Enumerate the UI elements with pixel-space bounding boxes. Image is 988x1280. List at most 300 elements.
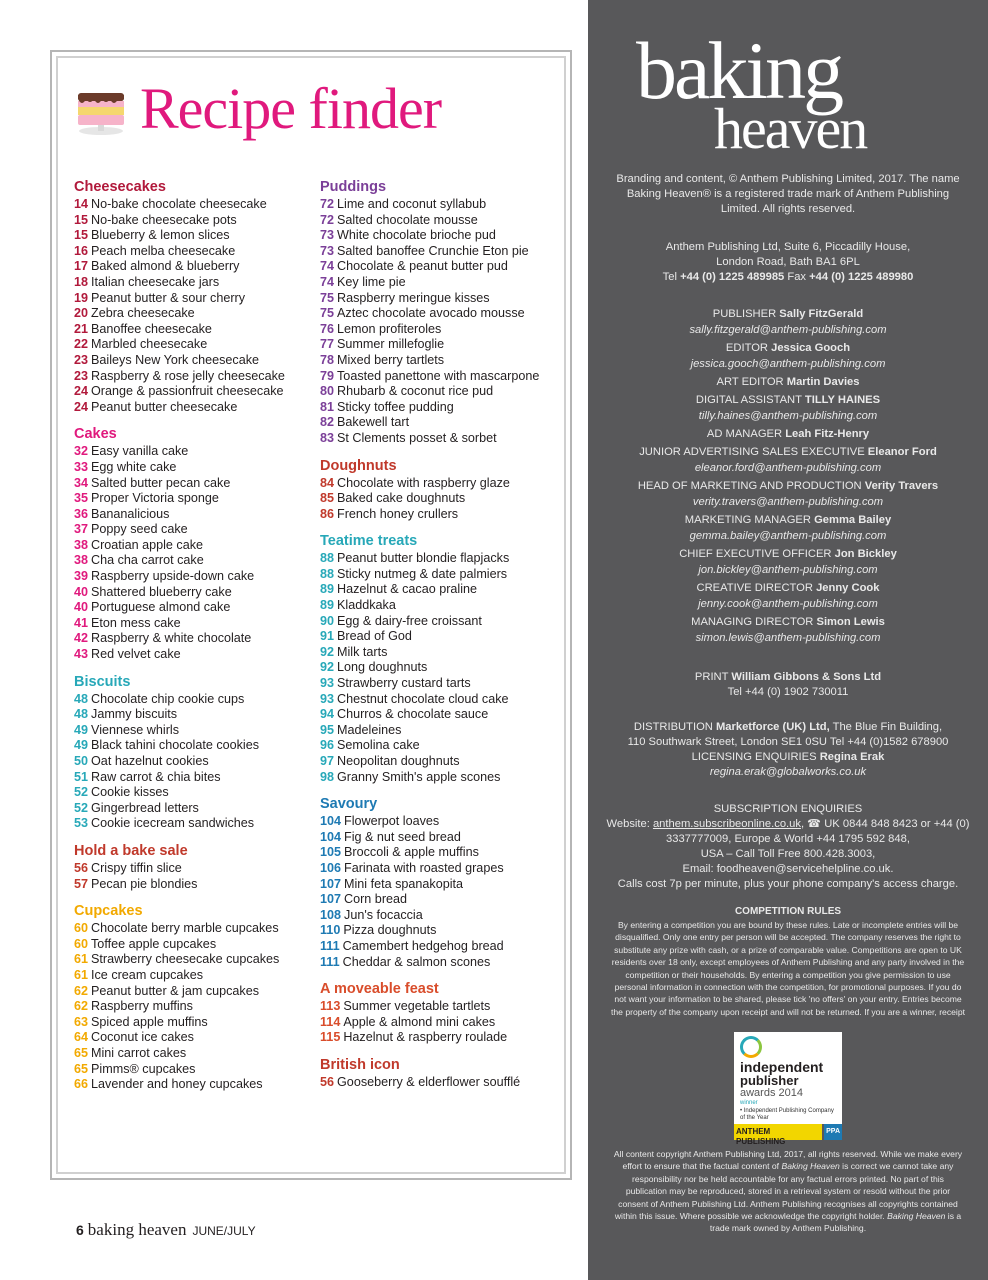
- recipe-item: [320, 676, 560, 692]
- recipe-name: Peanut butter & sour cherry: [91, 290, 246, 305]
- recipe-page-number: 80: [320, 384, 335, 399]
- recipe-name: Chestnut chocolate cloud cake: [337, 691, 509, 706]
- recipe-name: Madeleines: [337, 722, 402, 737]
- staff-email[interactable]: jon.bickley@anthem-publishing.com: [698, 564, 878, 576]
- recipe-name: Pecan pie blondies: [91, 876, 198, 891]
- section-title: Cheesecakes: [74, 179, 166, 195]
- recipe-item: [320, 754, 560, 770]
- recipe-item: [320, 892, 560, 908]
- recipe-item: [74, 197, 314, 213]
- recipe-page-number: 33: [74, 459, 89, 474]
- recipe-item: [74, 1030, 314, 1046]
- page-number: 6: [76, 1222, 84, 1238]
- address-line-2: London Road, Bath BA1 6PL: [716, 256, 860, 268]
- recipe-page-number: 40: [74, 600, 89, 615]
- recipe-name: Broccoli & apple muffins: [344, 845, 479, 860]
- tel-number: +44 (0) 1225 489985: [680, 271, 785, 283]
- recipe-item: [320, 476, 560, 492]
- recipe-name: Jun's focaccia: [344, 907, 423, 922]
- recipe-page-number: 110: [320, 923, 341, 938]
- recipe-page-number: 83: [320, 430, 335, 445]
- recipe-name: Raspberry & white chocolate: [91, 631, 252, 646]
- licensing-label: LICENSING ENQUIRIES: [691, 751, 817, 763]
- recipe-item: [320, 337, 560, 353]
- recipe-name: Raspberry muffins: [91, 999, 193, 1014]
- recipe-page-number: 64: [74, 1030, 89, 1045]
- recipe-page-number: 95: [320, 722, 335, 737]
- recipe-name: Bakewell tart: [337, 415, 410, 430]
- masthead-panel: [588, 0, 988, 1280]
- recipe-item: [320, 228, 560, 244]
- recipe-page-number: 35: [74, 491, 89, 506]
- recipe-page-number: 62: [74, 983, 89, 998]
- recipe-name: Lime and coconut syllabub: [337, 197, 487, 211]
- staff-email[interactable]: simon.lewis@anthem-publishing.com: [695, 632, 881, 644]
- recipe-finder-frame: [50, 50, 572, 1180]
- recipe-item: [74, 968, 314, 984]
- staff-name: Leah Fitz-Henry: [785, 428, 870, 440]
- recipe-name: Chocolate berry marble cupcakes: [91, 921, 279, 936]
- recipe-page-number: 62: [74, 999, 89, 1014]
- recipe-name: Salted banoffee Crunchie Eton pie: [337, 243, 529, 258]
- copyright-magazine-name: Baking Heaven: [781, 1161, 840, 1172]
- recipe-item: [320, 1030, 560, 1046]
- recipe-page-number: 38: [74, 537, 89, 552]
- logo-word-heaven: heaven: [714, 96, 867, 161]
- recipe-page-number: 79: [320, 368, 335, 383]
- recipe-item: [74, 322, 314, 338]
- staff-role: PUBLISHER: [712, 308, 777, 320]
- recipe-item: [320, 614, 560, 630]
- recipe-name: Milk tarts: [337, 644, 388, 659]
- distribution-label: DISTRIBUTION: [633, 721, 713, 733]
- recipe-item: [320, 567, 560, 583]
- recipe-item: [320, 244, 560, 260]
- recipe-item: [74, 816, 314, 832]
- recipe-page-number: 65: [74, 1061, 89, 1076]
- recipe-item: [74, 585, 314, 601]
- recipe-name: Crispy tiffin slice: [91, 860, 182, 875]
- print-label: PRINT: [694, 671, 729, 683]
- recipe-page-number: 34: [74, 475, 89, 490]
- award-line-3: awards 2014: [740, 1087, 803, 1099]
- recipe-name: Portuguese almond cake: [91, 600, 231, 615]
- subscription-website-link[interactable]: anthem.subscribeonline.co.uk: [652, 818, 801, 830]
- recipe-name: Salted butter pecan cake: [91, 475, 231, 490]
- staff-email[interactable]: jenny.cook@anthem-publishing.com: [698, 598, 878, 610]
- subscription-line-3: USA – Call Toll Free 800.428.3003,: [700, 848, 876, 860]
- recipe-item: [320, 723, 560, 739]
- recipe-item: [74, 384, 314, 400]
- recipe-name: No-bake cheesecake pots: [91, 212, 237, 227]
- recipe-page-number: 104: [320, 814, 342, 829]
- recipe-name: Zebra cheesecake: [91, 306, 195, 321]
- copyright-part-c: is a trade mark owned by Anthem Publishing.: [709, 1211, 962, 1234]
- recipe-item: [74, 306, 314, 322]
- recipe-item: [74, 569, 314, 585]
- recipe-item: [74, 538, 314, 554]
- recipe-page-number: 81: [320, 399, 335, 414]
- recipe-section: [320, 532, 560, 785]
- recipe-page-number: 97: [320, 754, 335, 768]
- copyright-magazine-name-2: Baking Heaven: [887, 1211, 946, 1222]
- recipe-item: [320, 738, 560, 754]
- recipe-item: [74, 861, 314, 877]
- recipe-name: St Clements posset & sorbet: [337, 430, 497, 445]
- recipe-name: Hazelnut & cacao praline: [337, 582, 478, 597]
- recipe-page-number: 24: [74, 399, 89, 414]
- competition-rules: [610, 906, 966, 1018]
- recipe-page-number: 107: [320, 892, 342, 907]
- recipe-page-number: 65: [74, 1045, 89, 1060]
- distribution-line-2: 110 Southwark Street, London SE1 0SU Tel +44 (0)1582 678900: [627, 736, 949, 748]
- recipe-page-number: 48: [74, 707, 89, 722]
- recipe-page-number: 57: [74, 876, 89, 891]
- section-title: A moveable feast: [320, 981, 439, 998]
- address-line-1: Anthem Publishing Ltd, Suite 6, Piccadilly House,: [665, 241, 911, 253]
- recipe-name: Raspberry meringue kisses: [337, 290, 490, 305]
- recipe-name: Strawberry custard tarts: [337, 676, 471, 691]
- recipe-page-number: 114: [320, 1014, 341, 1029]
- recipe-page-number: 49: [74, 722, 89, 737]
- recipe-page-number: 75: [320, 290, 335, 305]
- recipe-name: Raspberry upside-down cake: [91, 569, 255, 584]
- recipe-name: Summer vegetable tartlets: [343, 999, 491, 1014]
- recipe-page-number: 53: [74, 816, 89, 831]
- recipe-page-number: 106: [320, 860, 342, 875]
- recipe-section: [320, 457, 560, 523]
- recipe-page-number: 56: [320, 1074, 335, 1089]
- recipe-name: Neopolitan doughnuts: [337, 754, 460, 768]
- recipe-page-number: 92: [320, 644, 335, 659]
- recipe-name: Egg white cake: [91, 459, 177, 474]
- recipe-page-number: 63: [74, 1014, 89, 1029]
- recipe-name: Fig & nut seed bread: [344, 829, 461, 844]
- recipe-item: [320, 845, 560, 861]
- recipe-name: Baked cake doughnuts: [337, 491, 466, 506]
- recipe-name: Mini feta spanakopita: [344, 876, 464, 891]
- recipe-item: [320, 660, 560, 676]
- recipe-page-number: 56: [74, 860, 89, 875]
- licensing-email[interactable]: regina.erak@globalworks.co.uk: [709, 766, 867, 778]
- recipe-name: Aztec chocolate avocado mousse: [337, 306, 525, 321]
- recipe-item: [74, 369, 314, 385]
- recipe-name: Pimms® cupcakes: [91, 1061, 196, 1076]
- recipe-name: Croatian apple cake: [91, 537, 204, 552]
- distribution-line-1: The Blue Fin Building,: [829, 721, 943, 733]
- award-line-2: publisher: [740, 1073, 799, 1088]
- distribution-info: [606, 720, 970, 780]
- recipe-page-number: 15: [74, 228, 89, 243]
- recipe-name: Cookie icecream sandwiches: [91, 816, 255, 831]
- baking-heaven-logo: [628, 25, 958, 161]
- recipe-page-number: 86: [320, 506, 335, 521]
- recipe-page-number: 93: [320, 676, 335, 691]
- subscription-info: [606, 802, 970, 892]
- recipe-page-number: 24: [74, 384, 89, 399]
- staff-name: Simon Lewis: [816, 616, 885, 628]
- recipe-name: Raw carrot & chia bites: [91, 769, 221, 784]
- recipe-page-number: 91: [320, 629, 335, 644]
- recipe-item: [74, 738, 314, 754]
- recipe-item: [74, 275, 314, 291]
- recipe-item: [320, 939, 560, 955]
- staff-name: Martin Davies: [786, 376, 860, 388]
- recipe-item: [74, 228, 314, 244]
- award-line-1: independent: [740, 1059, 824, 1075]
- recipe-name: Chocolate with raspberry glaze: [337, 475, 510, 490]
- recipe-item: [320, 415, 560, 431]
- staff-email[interactable]: jessica.gooch@anthem-publishing.com: [690, 358, 886, 370]
- recipe-name: Poppy seed cake: [91, 522, 188, 537]
- recipe-item: [74, 507, 314, 523]
- staff-role-line: [606, 340, 970, 356]
- recipe-page-number: 111: [320, 938, 340, 953]
- competition-rules-title: COMPETITION RULES: [734, 906, 842, 917]
- recipe-page-number: 76: [320, 321, 335, 336]
- recipe-page-number: 72: [320, 197, 335, 211]
- recipe-name: White chocolate brioche pud: [337, 228, 496, 243]
- recipe-item: [320, 923, 560, 939]
- recipe-item: [74, 754, 314, 770]
- recipe-page-number: 51: [74, 769, 89, 784]
- recipe-page-number: 89: [320, 582, 335, 597]
- recipe-name: Cookie kisses: [91, 785, 169, 800]
- recipe-name: Gingerbread letters: [91, 800, 199, 815]
- staff-email[interactable]: eleanor.ford@anthem-publishing.com: [694, 462, 882, 474]
- recipe-item: [320, 213, 560, 229]
- recipe-name: Apple & almond mini cakes: [343, 1014, 496, 1029]
- staff-name: Sally FitzGerald: [779, 308, 864, 320]
- recipe-page-number: 42: [74, 631, 89, 646]
- award-badge: [734, 1032, 842, 1146]
- recipe-item: [74, 616, 314, 632]
- recipe-item: [74, 1046, 314, 1062]
- recipe-name: Peanut butter blondie flapjacks: [337, 551, 510, 566]
- recipe-item: [74, 491, 314, 507]
- recipe-name: Flowerpot loaves: [344, 814, 440, 829]
- recipe-name: Lemon profiteroles: [337, 321, 442, 336]
- recipe-name: Salted chocolate mousse: [337, 212, 478, 227]
- recipe-name: Hazelnut & raspberry roulade: [343, 1030, 508, 1045]
- recipe-item: [320, 353, 560, 369]
- staff-role-line: [606, 614, 970, 630]
- recipe-page-number: 88: [320, 566, 335, 581]
- printer-name: William Gibbons & Sons Ltd: [731, 671, 882, 683]
- recipe-page-number: 48: [74, 691, 89, 706]
- staff-role: DIGITAL ASSISTANT: [695, 394, 802, 406]
- award-line-5: • Independent Publishing Company of the Year: [740, 1108, 834, 1121]
- award-logo-icon: [740, 1036, 762, 1058]
- recipe-name: Blueberry & lemon slices: [91, 228, 230, 243]
- recipe-section: [74, 178, 314, 415]
- recipe-name: Sticky nutmeg & date palmiers: [337, 566, 508, 581]
- copyright-part-a: All content copyright Anthem Publishing Ltd, 2017, all rights reserved. While we make every effort to ensure that the factual content of: [613, 1149, 963, 1172]
- staff-name: Jessica Gooch: [771, 342, 851, 354]
- recipe-item: [74, 600, 314, 616]
- recipe-page-number: 108: [320, 907, 342, 922]
- staff-name: Verity Travers: [864, 480, 939, 492]
- recipe-page-number: 52: [74, 800, 89, 815]
- issue-date: JUNE/JULY: [192, 1224, 256, 1238]
- recipe-name: Pizza doughnuts: [343, 923, 437, 938]
- logo-word-baking: baking: [636, 25, 842, 116]
- staff-name: Jon Bickley: [834, 548, 897, 560]
- recipe-section: [74, 673, 314, 832]
- recipe-name: French honey crullers: [337, 506, 459, 521]
- competition-rules-text: By entering a competition you are bound by these rules. Late or incomplete entries will be disqualified. Only one entry per person will be accepted. The company reserves the right to substitute any prize with cash, or a prize of comparable value. Competitions are open to UK residents over 18 only, except employees of Anthem Publishing and any party involved in the competition or their households. By entering a competition you give permission to use personal information in connection with the competition, for promotional purposes. If you do not want your information to be shared, please tick 'no offers' on your entry. Entries become the property of the company upon receipt and will not be returned. If you are a winner, receipt: [611, 920, 965, 1017]
- recipe-page-number: 74: [320, 274, 335, 289]
- subscription-title: SUBSCRIPTION ENQUIRIES: [713, 803, 863, 815]
- recipe-page-number: 88: [320, 551, 335, 566]
- recipe-item: [320, 400, 560, 416]
- distributor-name: Marketforce (UK) Ltd,: [715, 721, 830, 733]
- staff-role-line: [606, 306, 970, 322]
- section-title: Puddings: [320, 179, 387, 195]
- recipe-page-number: 85: [320, 491, 335, 506]
- recipe-page-number: 73: [320, 243, 335, 258]
- recipe-name: Black tahini chocolate cookies: [91, 738, 260, 753]
- recipe-name: Gooseberry & elderflower soufflé: [337, 1074, 521, 1089]
- award-brand-bar: [734, 1124, 842, 1146]
- recipe-item: [74, 785, 314, 801]
- recipe-name: Bananalicious: [91, 506, 170, 521]
- recipe-name: Egg & dairy-free croissant: [337, 613, 482, 628]
- subscription-website-label: Website:: [606, 818, 653, 830]
- recipe-section: [320, 980, 560, 1046]
- recipe-name: Peanut butter & jam cupcakes: [91, 983, 260, 998]
- recipe-item: [320, 814, 560, 830]
- section-title: Teatime treats: [320, 533, 418, 550]
- recipe-page-number: 19: [74, 290, 89, 305]
- staff-role: CHIEF EXECUTIVE OFFICER: [679, 548, 832, 560]
- recipe-name: Ice cream cupcakes: [91, 967, 204, 982]
- recipe-section: [320, 1056, 560, 1091]
- recipe-item: [74, 921, 314, 937]
- subscription-line-2: 3337777009, Europe & World +44 1795 592 848,: [666, 833, 910, 845]
- staff-role-line: [606, 392, 970, 408]
- recipe-item: [74, 692, 314, 708]
- recipe-page-number: 94: [320, 707, 335, 722]
- recipe-item: [320, 431, 560, 447]
- staff-list: [606, 304, 970, 646]
- recipe-item: [320, 259, 560, 275]
- section-title: Hold a bake sale: [74, 842, 188, 859]
- recipe-page-number: 78: [320, 352, 335, 367]
- recipe-page-number: 40: [74, 584, 89, 599]
- recipe-column-left: [74, 178, 314, 1103]
- licensing-name: Regina Erak: [819, 751, 885, 763]
- section-title: Cakes: [74, 426, 117, 443]
- recipe-name: Proper Victoria sponge: [91, 491, 219, 506]
- recipe-item: [320, 582, 560, 598]
- recipe-page-number: 15: [74, 212, 89, 227]
- recipe-section: [74, 842, 314, 892]
- recipe-name: Easy vanilla cake: [91, 444, 189, 459]
- recipe-item: [320, 908, 560, 924]
- recipe-page-number: 77: [320, 337, 335, 352]
- recipe-page-number: 23: [74, 352, 89, 367]
- recipe-item: [74, 522, 314, 538]
- recipe-item: [74, 937, 314, 953]
- recipe-name: Oat hazelnut cookies: [91, 754, 209, 768]
- recipe-name: Rhubarb & coconut rice pud: [337, 384, 494, 399]
- recipe-page-number: 16: [74, 243, 89, 258]
- recipe-page-number: 66: [74, 1077, 89, 1092]
- staff-role-line: [606, 426, 970, 442]
- recipe-name: Orange & passionfruit cheesecake: [91, 384, 284, 399]
- staff-email[interactable]: sally.fitzgerald@anthem-publishing.com: [689, 324, 887, 336]
- recipe-item: [74, 707, 314, 723]
- recipe-page-number: 104: [320, 829, 342, 844]
- recipe-page-number: 43: [74, 647, 89, 662]
- recipe-name: Strawberry cheesecake cupcakes: [91, 952, 280, 967]
- recipe-page-number: 61: [74, 967, 89, 982]
- staff-email[interactable]: verity.travers@anthem-publishing.com: [692, 496, 884, 508]
- recipe-item: [320, 861, 560, 877]
- recipe-page-number: 84: [320, 475, 335, 490]
- recipe-page-number: 113: [320, 999, 341, 1014]
- recipe-name: Raspberry & rose jelly cheesecake: [91, 368, 285, 383]
- recipe-name: Toffee apple cupcakes: [91, 936, 217, 951]
- section-title: Doughnuts: [320, 457, 397, 474]
- recipe-name: Baked almond & blueberry: [91, 259, 240, 274]
- recipe-name: Jammy biscuits: [91, 707, 178, 722]
- staff-role-line: [606, 374, 970, 390]
- fax-label: Fax: [784, 271, 810, 283]
- recipe-item: [74, 259, 314, 275]
- recipe-item: [74, 631, 314, 647]
- staff-name: TILLY HAINES: [804, 394, 881, 406]
- branding-notice: Branding and content, © Anthem Publishing Limited, 2017. The name Baking Heaven® is a registered trade mark of Anthem Publishing Limited. All rights reserved.: [616, 173, 960, 215]
- recipe-name: Summer millefoglie: [337, 337, 445, 352]
- subscription-line-5: Calls cost 7p per minute, plus your phone company's access charge.: [617, 878, 959, 890]
- recipe-name: Mini carrot cakes: [91, 1045, 187, 1060]
- recipe-name: Long doughnuts: [337, 660, 428, 675]
- staff-role-line: [606, 478, 970, 494]
- recipe-item: [320, 384, 560, 400]
- recipe-name: Kladdkaka: [337, 598, 396, 613]
- copyright-part-b: is correct we cannot take any responsibility nor be held accountable for any factual errors printed. No part of this publication may be reproduced, stored in a retrieval system or resold without the prior consent of Anthem Publishing Ltd. Anthem Publishing recognises all copyrights contained within this issue. Where possible we acknowledge the copyright holder.: [614, 1161, 958, 1222]
- recipe-item: [74, 244, 314, 260]
- recipe-page-number: 105: [320, 845, 342, 860]
- recipe-page-number: 72: [320, 212, 335, 227]
- recipe-item: [320, 692, 560, 708]
- recipe-name: Granny Smith's apple scones: [337, 769, 501, 784]
- recipe-item: [320, 629, 560, 645]
- recipe-page-number: 22: [74, 337, 89, 352]
- recipe-item: [320, 551, 560, 567]
- staff-email[interactable]: tilly.haines@anthem-publishing.com: [698, 410, 878, 422]
- recipe-item: [74, 1015, 314, 1031]
- ppa-logo: PPA: [824, 1124, 842, 1140]
- recipe-name: Peach melba cheesecake: [91, 243, 236, 258]
- recipe-item: [74, 801, 314, 817]
- recipe-page-number: 38: [74, 553, 89, 568]
- recipe-name: Toasted panettone with mascarpone: [337, 368, 540, 383]
- staff-name: Jenny Cook: [816, 582, 880, 594]
- staff-email[interactable]: gemma.bailey@anthem-publishing.com: [689, 530, 887, 542]
- recipe-item: [74, 952, 314, 968]
- recipe-item: [74, 337, 314, 353]
- cake-icon: [72, 81, 130, 137]
- recipe-item: [74, 999, 314, 1015]
- recipe-page-number: 115: [320, 1030, 341, 1045]
- recipe-item: [74, 553, 314, 569]
- magazine-name: baking heaven: [87, 1220, 187, 1239]
- recipe-item: [320, 197, 560, 213]
- recipe-item: [320, 877, 560, 893]
